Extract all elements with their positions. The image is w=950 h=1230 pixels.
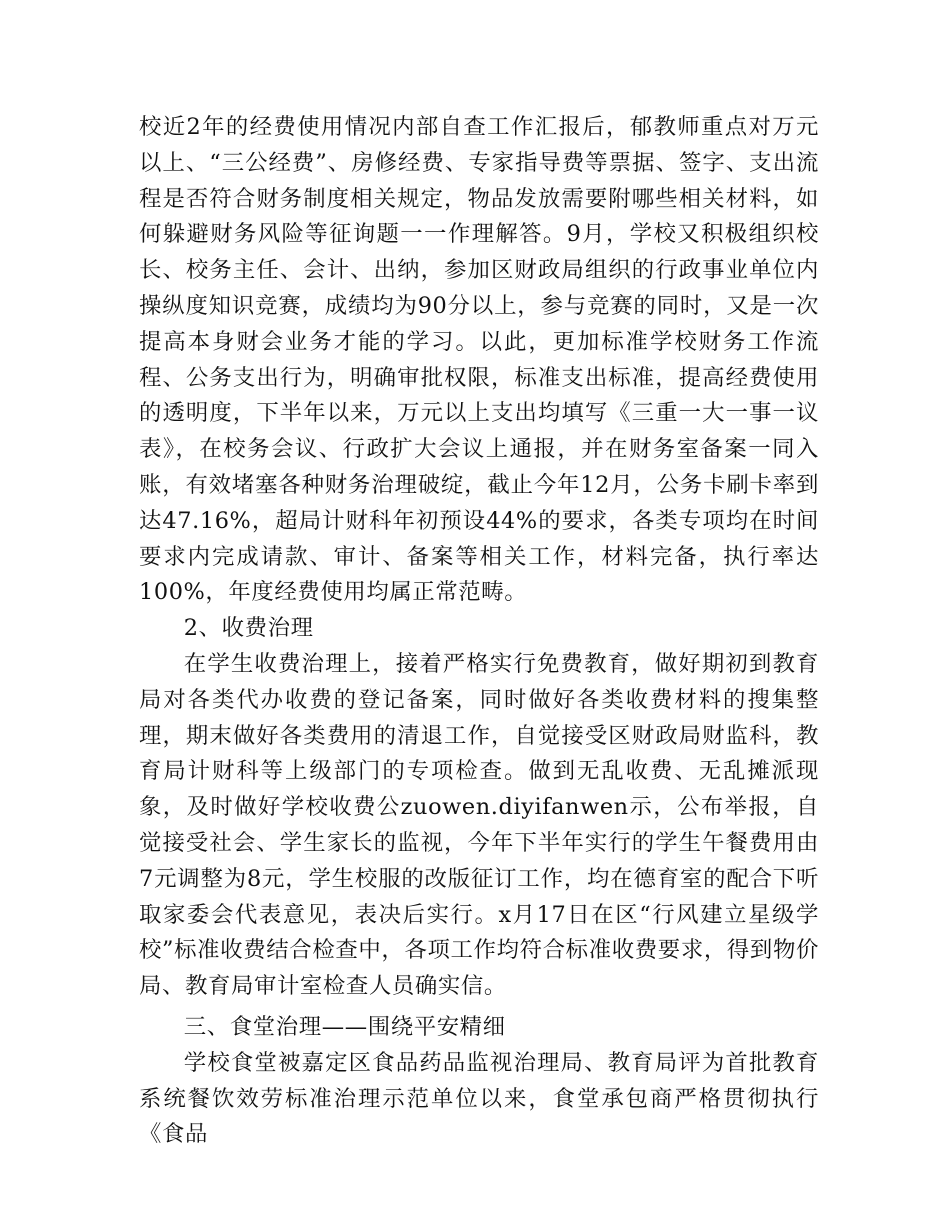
paragraph-fee-management: 在学生收费治理上，接着严格实行免费教育，做好期初到教育局对各类代办收费的登记备案，同时做好各类收费材料的搜集整理，期末做好各类费用的清退工作，自觉接受区财政局财监科，教育局计财科等上级部门的专项检查。做到无乱收费、无乱摊派现象，及时做好学校收费公zuowen.diyifanwen示，公布举报，自觉接受社会、学生家长的监视，今年下半年实行的学生午餐费用由7元调整为8元，学生校服的改版征订工作，均在德育室的配合下听取家委会代表意见，表决后实行。x月17日在区“行风建立星级学校”标准收费结合检查中，各项工作均符合标准收费要求，得到物价局、教育局审计室检查人员确实信。 <box>139 650 819 1000</box>
section-heading-fee-management: 2、收费治理 <box>183 615 314 642</box>
paragraph-finance-review: 校近2年的经费使用情况内部自查工作汇报后，郁教师重点对万元以上、“三公经费”、房修经费、专家指导费等票据、签字、支出流程是否符合财务制度相关规定，物品发放需要附哪些相关材料，如何躲避财务风险等征询题一一作理解答。9月，学校又积极组织校长、校务主任、会计、出纳，参加区财政局组织的行政事业单位内操纵度知识竞赛，成绩均为90分以上，参与竞赛的同时，又是一次提高本身财会业务才能的学习。以此，更加标准学校财务工作流程、公务支出行为，明确审批权限，标准支出标准，提高经费使用的透明度，下半年以来，万元以上支出均填写《三重一大一事一议表》，在校务会议、行政扩大会议上通报，并在财务室备案一同入账，有效堵塞各种财务治理破绽，截止今年12月，公务卡刷卡率到达47.16%，超局计财科年初预设44%的要求，各类专项均在时间要求内完成请款、审计、备案等相关工作，材料完备，执行率达100%，年度经费使用均属正常范畴。 <box>139 114 819 606</box>
section-heading-canteen-management: 三、食堂治理——围绕平安精细 <box>183 1013 506 1040</box>
paragraph-canteen-management: 学校食堂被嘉定区食品药品监视治理局、教育局评为首批教育系统餐饮效劳标准治理示范单位以来，食堂承包商严格贯彻执行《食品 <box>139 1049 819 1148</box>
document-page <box>139 110 819 1153</box>
